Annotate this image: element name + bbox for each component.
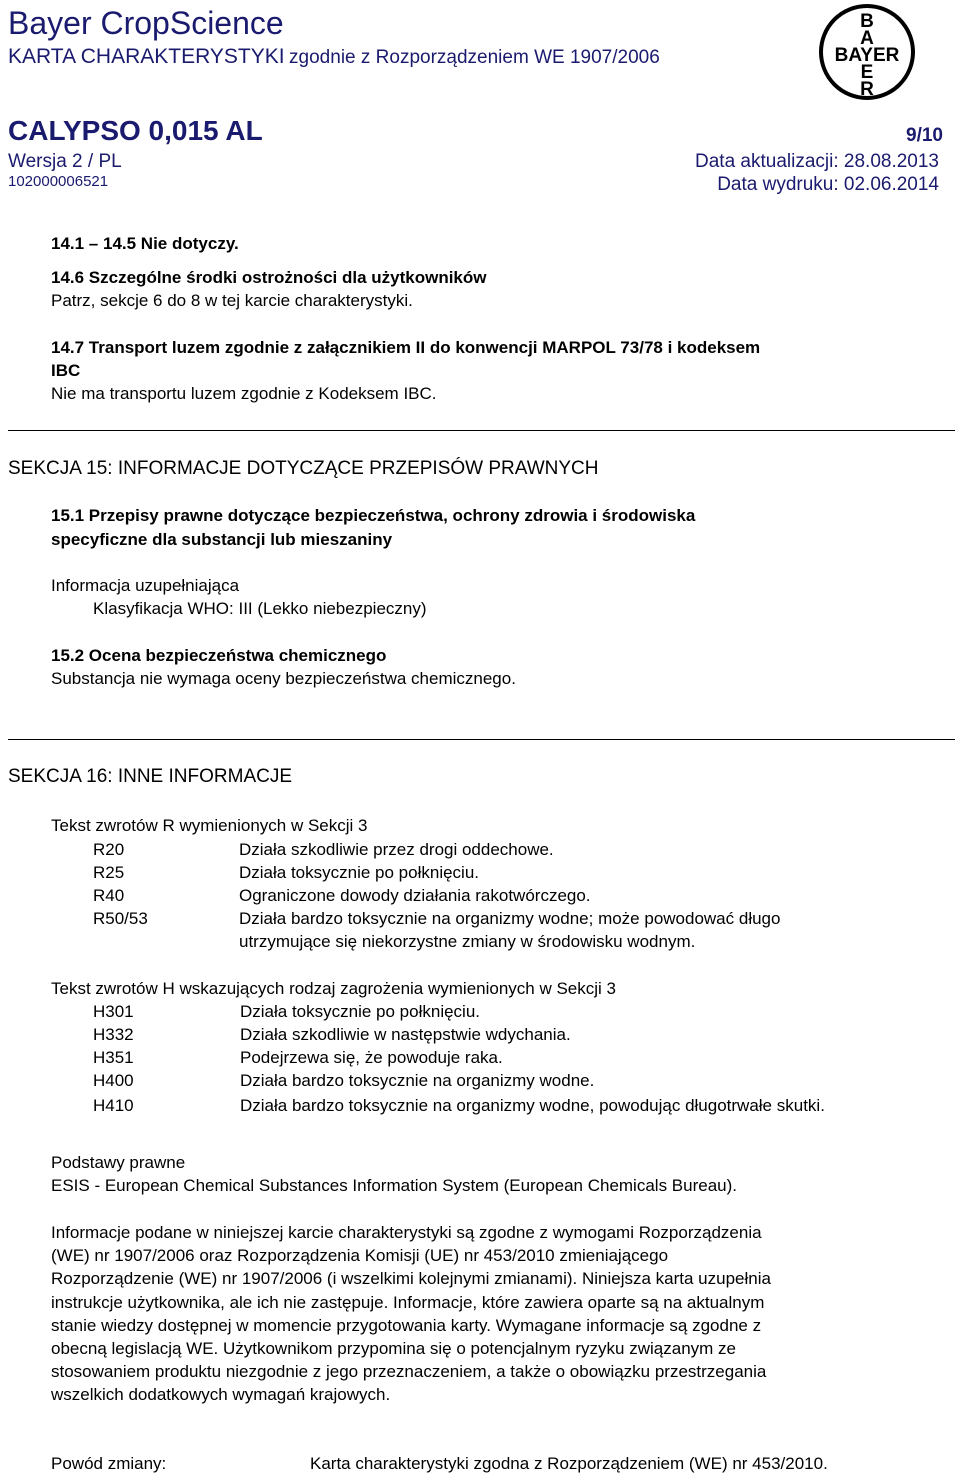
bayer-cross-logo [817,2,917,102]
h-phrase-text: Działa bardzo toksycznie na organizmy wodne. [240,1071,595,1090]
svg-text:B: B [860,11,874,32]
info-paragraph-line: stanie wiedzy dostępnej w momencie przygotowania karty. Wymagane informacje są zgodne z [51,1316,762,1335]
svg-text:BAYER: BAYER [834,45,900,66]
r-phrase-text: Działa szkodliwie przez drogi oddechowe. [239,840,554,859]
document-type-caps: KARTA CHARAKTERYSTYKI [8,45,285,68]
document-type [8,44,660,72]
h-phrase-code: H400 [93,1071,134,1090]
info-paragraph-line: instrukcje użytkownika, ale ich nie zastępuje. Informacje, które zawiera oparte są na aktualnym [51,1293,765,1312]
h-phrase-text: Podejrzewa się, że powoduje raka. [240,1048,503,1067]
section-14-7-text: Nie ma transportu luzem zgodnie z Kodeksem IBC. [51,384,437,403]
svg-text:A: A [860,28,874,49]
info-paragraph-line: wszelkich dodatkowych wymagań krajowych. [51,1385,391,1404]
section-15-2-title: 15.2 Ocena bezpieczeństwa chemicznego [51,646,387,665]
r-phrase-code: R40 [93,886,125,905]
section-14-6-title: 14.6 Szczególne środki ostrożności dla użytkowników [51,268,487,287]
section-divider [8,430,955,431]
r-phrase-code: R50/53 [93,909,148,928]
info-paragraph-line: Rozporządzenie (WE) nr 1907/2006 (i wszelkimi kolejnymi zmianami). Niniejsza karta uzupełnia [51,1269,771,1288]
legal-basis-text: ESIS - European Chemical Substances Information System (European Chemicals Bureau). [51,1176,737,1195]
info-paragraph-line: obecną legislacją WE. Użytkownikom przypomina się o potencjalnym ryzyku związanym ze [51,1339,736,1358]
document-code: 102000006521 [8,173,109,190]
section-14-1-5: 14.1 – 14.5 Nie dotyczy. [51,234,239,253]
reason-of-change-text: Karta charakterystyki zgodna z Rozporządzeniem (WE) nr 453/2010. [310,1454,828,1473]
h-phrase-code: H410 [93,1096,134,1115]
section-14-6-text: Patrz, sekcje 6 do 8 w tej karcie charakterystyki. [51,291,413,310]
section-15-1-title-line2: specyficzne dla substancji lub mieszaniny [51,530,393,549]
section-15-2-text: Substancja nie wymaga oceny bezpieczeństwa chemicznego. [51,669,516,688]
document-type-regulation: zgodnie z Rozporządzeniem WE 1907/2006 [289,47,660,68]
who-classification: Klasyfikacja WHO: III (Lekko niebezpieczny) [93,599,427,618]
r-phrase-text: Ograniczone dowody działania rakotwórczego. [239,886,591,905]
r-phrase-text: Działa toksycznie po połknięciu. [239,863,480,882]
h-phrase-text: Działa bardzo toksycznie na organizmy wodne, powodując długotrwałe skutki. [240,1096,825,1115]
reason-of-change-label: Powód zmiany: [51,1454,167,1473]
section-15-heading: SEKCJA 15: INFORMACJE DOTYCZĄCE PRZEPISÓW PRAWNYCH [8,458,599,479]
h-phrase-code: H301 [93,1002,134,1021]
h-phrases-title: Tekst zwrotów H wskazujących rodzaj zagrożenia wymienionych w Sekcji 3 [51,979,616,998]
h-phrase-text: Działa szkodliwie w następstwie wdychania. [240,1025,571,1044]
section-divider [8,739,955,740]
info-paragraph-line: Informacje podane w niniejszej karcie charakterystyki są zgodne z wymogami Rozporządzenia [51,1223,762,1242]
r-phrase-text: Działa bardzo toksycznie na organizmy wodne; może powodować długo [239,909,781,928]
version: Wersja 2 / PL [8,151,122,172]
company-name: Bayer CropScience [8,5,284,41]
section-15-1-title-line1: 15.1 Przepisy prawne dotyczące bezpieczeństwa, ochrony zdrowia i środowiska [51,506,696,525]
info-paragraph-line: (WE) nr 1907/2006 oraz Rozporządzenia Komisji (UE) nr 453/2010 zmieniającego [51,1246,669,1265]
update-date: Data aktualizacji: 28.08.2013 [695,151,939,172]
print-date: Data wydruku: 02.06.2014 [717,174,939,195]
section-14-7-title-line1: 14.7 Transport luzem zgodnie z załącznikiem II do konwencji MARPOL 73/78 i kodeksem [51,338,761,357]
section-14-7-title-line2: IBC [51,361,81,380]
product-name: CALYPSO 0,015 AL [8,115,263,146]
h-phrase-text: Działa toksycznie po połknięciu. [240,1002,481,1021]
r-phrases-title: Tekst zwrotów R wymienionych w Sekcji 3 [51,816,368,835]
h-phrase-code: H332 [93,1025,134,1044]
r-phrase-text-continued: utrzymujące się niekorzystne zmiany w środowisku wodnym. [239,932,696,951]
r-phrase-code: R20 [93,840,125,859]
page-number: 9/10 [906,125,943,146]
legal-basis-title: Podstawy prawne [51,1153,186,1172]
supplementary-info-label: Informacja uzupełniająca [51,576,240,595]
r-phrase-code: R25 [93,863,125,882]
svg-text:R: R [860,79,874,100]
section-16-heading: SEKCJA 16: INNE INFORMACJE [8,766,293,787]
h-phrase-code: H351 [93,1048,134,1067]
info-paragraph-line: stosowaniem produktu niezgodnie z jego przeznaczeniem, a także o obowiązku przestrzegania [51,1362,767,1381]
svg-text:E: E [860,62,874,83]
